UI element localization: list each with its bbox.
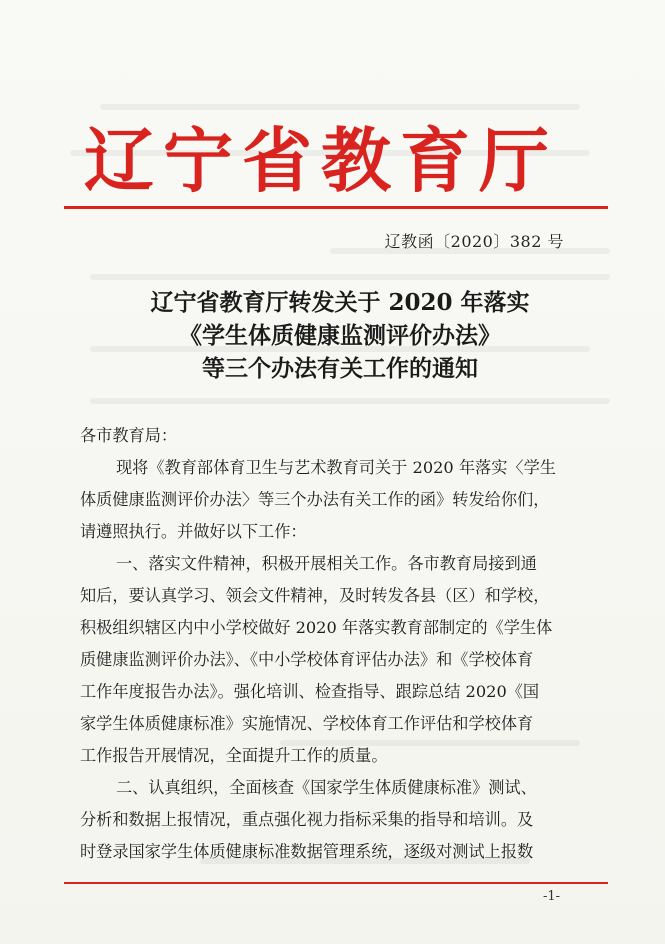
body-line: 工作报告开展情况，全面提升工作的质量。 (80, 746, 388, 765)
body-line: 现将《教育部体育卫生与艺术教育司关于 2020 年落实〈学生 (116, 458, 556, 477)
red-divider-top (64, 206, 608, 209)
title-line: 辽宁省教育厅转发关于 2020 年落实 (150, 289, 530, 316)
bleed-through-mark (90, 398, 610, 404)
body-line: 知后，要认真学习、领会文件精神，及时转发各县（区）和学校， (80, 586, 550, 605)
body-line: 体质健康监测评价办法〉等三个办法有关工作的函》转发给你们， (80, 490, 550, 509)
red-divider-bottom (64, 882, 608, 884)
body-line: 时登录国家学生体质健康标准数据管理系统，逐级对测试上报数 (80, 842, 534, 861)
salutation: 各市教育局： (80, 426, 178, 445)
title-line: 等三个办法有关工作的通知 (202, 355, 478, 382)
body-line: 积极组织辖区内中小学校做好 2020 年落实教育部制定的《学生体 (80, 618, 553, 637)
body-line: 家学生体质健康标准》实施情况、学校体育工作评估和学校体育 (80, 714, 534, 733)
body-line: 一、落实文件精神，积极开展相关工作。各市教育局接到通 (116, 554, 537, 573)
document-body (80, 420, 588, 868)
body-line: 分析和数据上报情况，重点强化视力指标采集的指导和培训。及 (80, 810, 534, 829)
body-line: 请遵照执行。并做好以下工作： (80, 522, 307, 541)
document-number: 辽教函〔2020〕382 号 (384, 232, 564, 251)
title-line: 《学生体质健康监测评价办法》 (179, 322, 501, 349)
bleed-through-mark (90, 274, 610, 280)
issuing-authority-title: 辽宁省教育厅 (84, 119, 558, 202)
body-line: 工作年度报告办法》。强化培训、检查指导、跟踪总结 2020《国 (80, 682, 540, 701)
body-line: 二、认真组织，全面核查《国家学生体质健康标准》测试、 (116, 778, 537, 797)
page-number: -1- (543, 889, 561, 904)
document-title (80, 286, 600, 385)
bleed-through-mark (100, 104, 580, 110)
body-line: 质健康监测评价办法》、《中小学校体育评估办法》和《学校体育 (80, 650, 534, 669)
